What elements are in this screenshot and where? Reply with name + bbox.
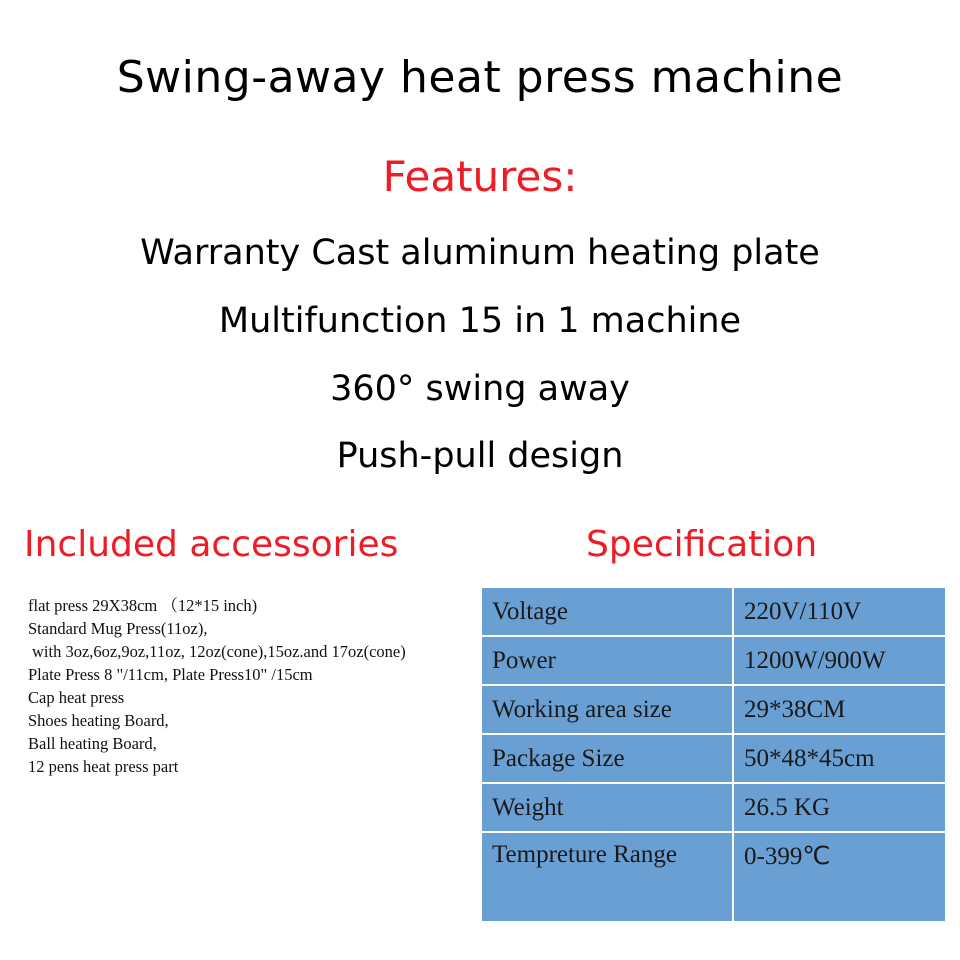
spec-value: 26.5 KG bbox=[733, 783, 946, 832]
specification-heading: Specification bbox=[586, 524, 818, 565]
feature-item: Multifunction 15 in 1 machine bbox=[218, 301, 742, 341]
spec-value: 1200W/900W bbox=[733, 636, 946, 685]
spec-row bbox=[481, 685, 946, 734]
spec-value: 220V/110V bbox=[733, 587, 946, 636]
spec-row bbox=[481, 636, 946, 685]
accessory-item: Standard Mug Press(11oz), bbox=[28, 619, 208, 638]
spec-label: Tempreture Range bbox=[481, 832, 733, 922]
page-title: Swing-away heat press machine bbox=[116, 52, 844, 103]
accessory-item: with 3oz,6oz,9oz,11oz, 12oz(cone),15oz.and 17oz(cone) bbox=[32, 642, 406, 661]
spec-label: Package Size bbox=[481, 734, 733, 783]
feature-item: Push-pull design bbox=[336, 436, 624, 476]
accessory-item: Shoes heating Board, bbox=[28, 711, 169, 730]
spec-label: Weight bbox=[481, 783, 733, 832]
accessory-item: Plate Press 8 "/11cm, Plate Press10" /15cm bbox=[28, 665, 313, 684]
spec-label: Power bbox=[481, 636, 733, 685]
accessory-item: Ball heating Board, bbox=[28, 734, 157, 753]
features-heading: Features: bbox=[382, 152, 578, 201]
accessories-heading: Included accessories bbox=[24, 524, 399, 565]
spec-row bbox=[481, 783, 946, 832]
accessories-list bbox=[28, 594, 473, 778]
spec-row bbox=[481, 832, 946, 922]
feature-item: 360° swing away bbox=[330, 369, 630, 409]
specification-table bbox=[480, 586, 947, 923]
spec-value: 29*38CM bbox=[733, 685, 946, 734]
spec-value: 50*48*45cm bbox=[733, 734, 946, 783]
spec-row bbox=[481, 734, 946, 783]
spec-row bbox=[481, 587, 946, 636]
spec-value: 0-399℃ bbox=[733, 832, 946, 922]
accessory-item: flat press 29X38cm （12*15 inch) bbox=[28, 596, 258, 615]
accessory-item: 12 pens heat press part bbox=[28, 757, 179, 776]
feature-item: Warranty Cast aluminum heating plate bbox=[140, 233, 820, 273]
spec-label: Working area size bbox=[481, 685, 733, 734]
accessory-item: Cap heat press bbox=[28, 688, 125, 707]
spec-label: Voltage bbox=[481, 587, 733, 636]
